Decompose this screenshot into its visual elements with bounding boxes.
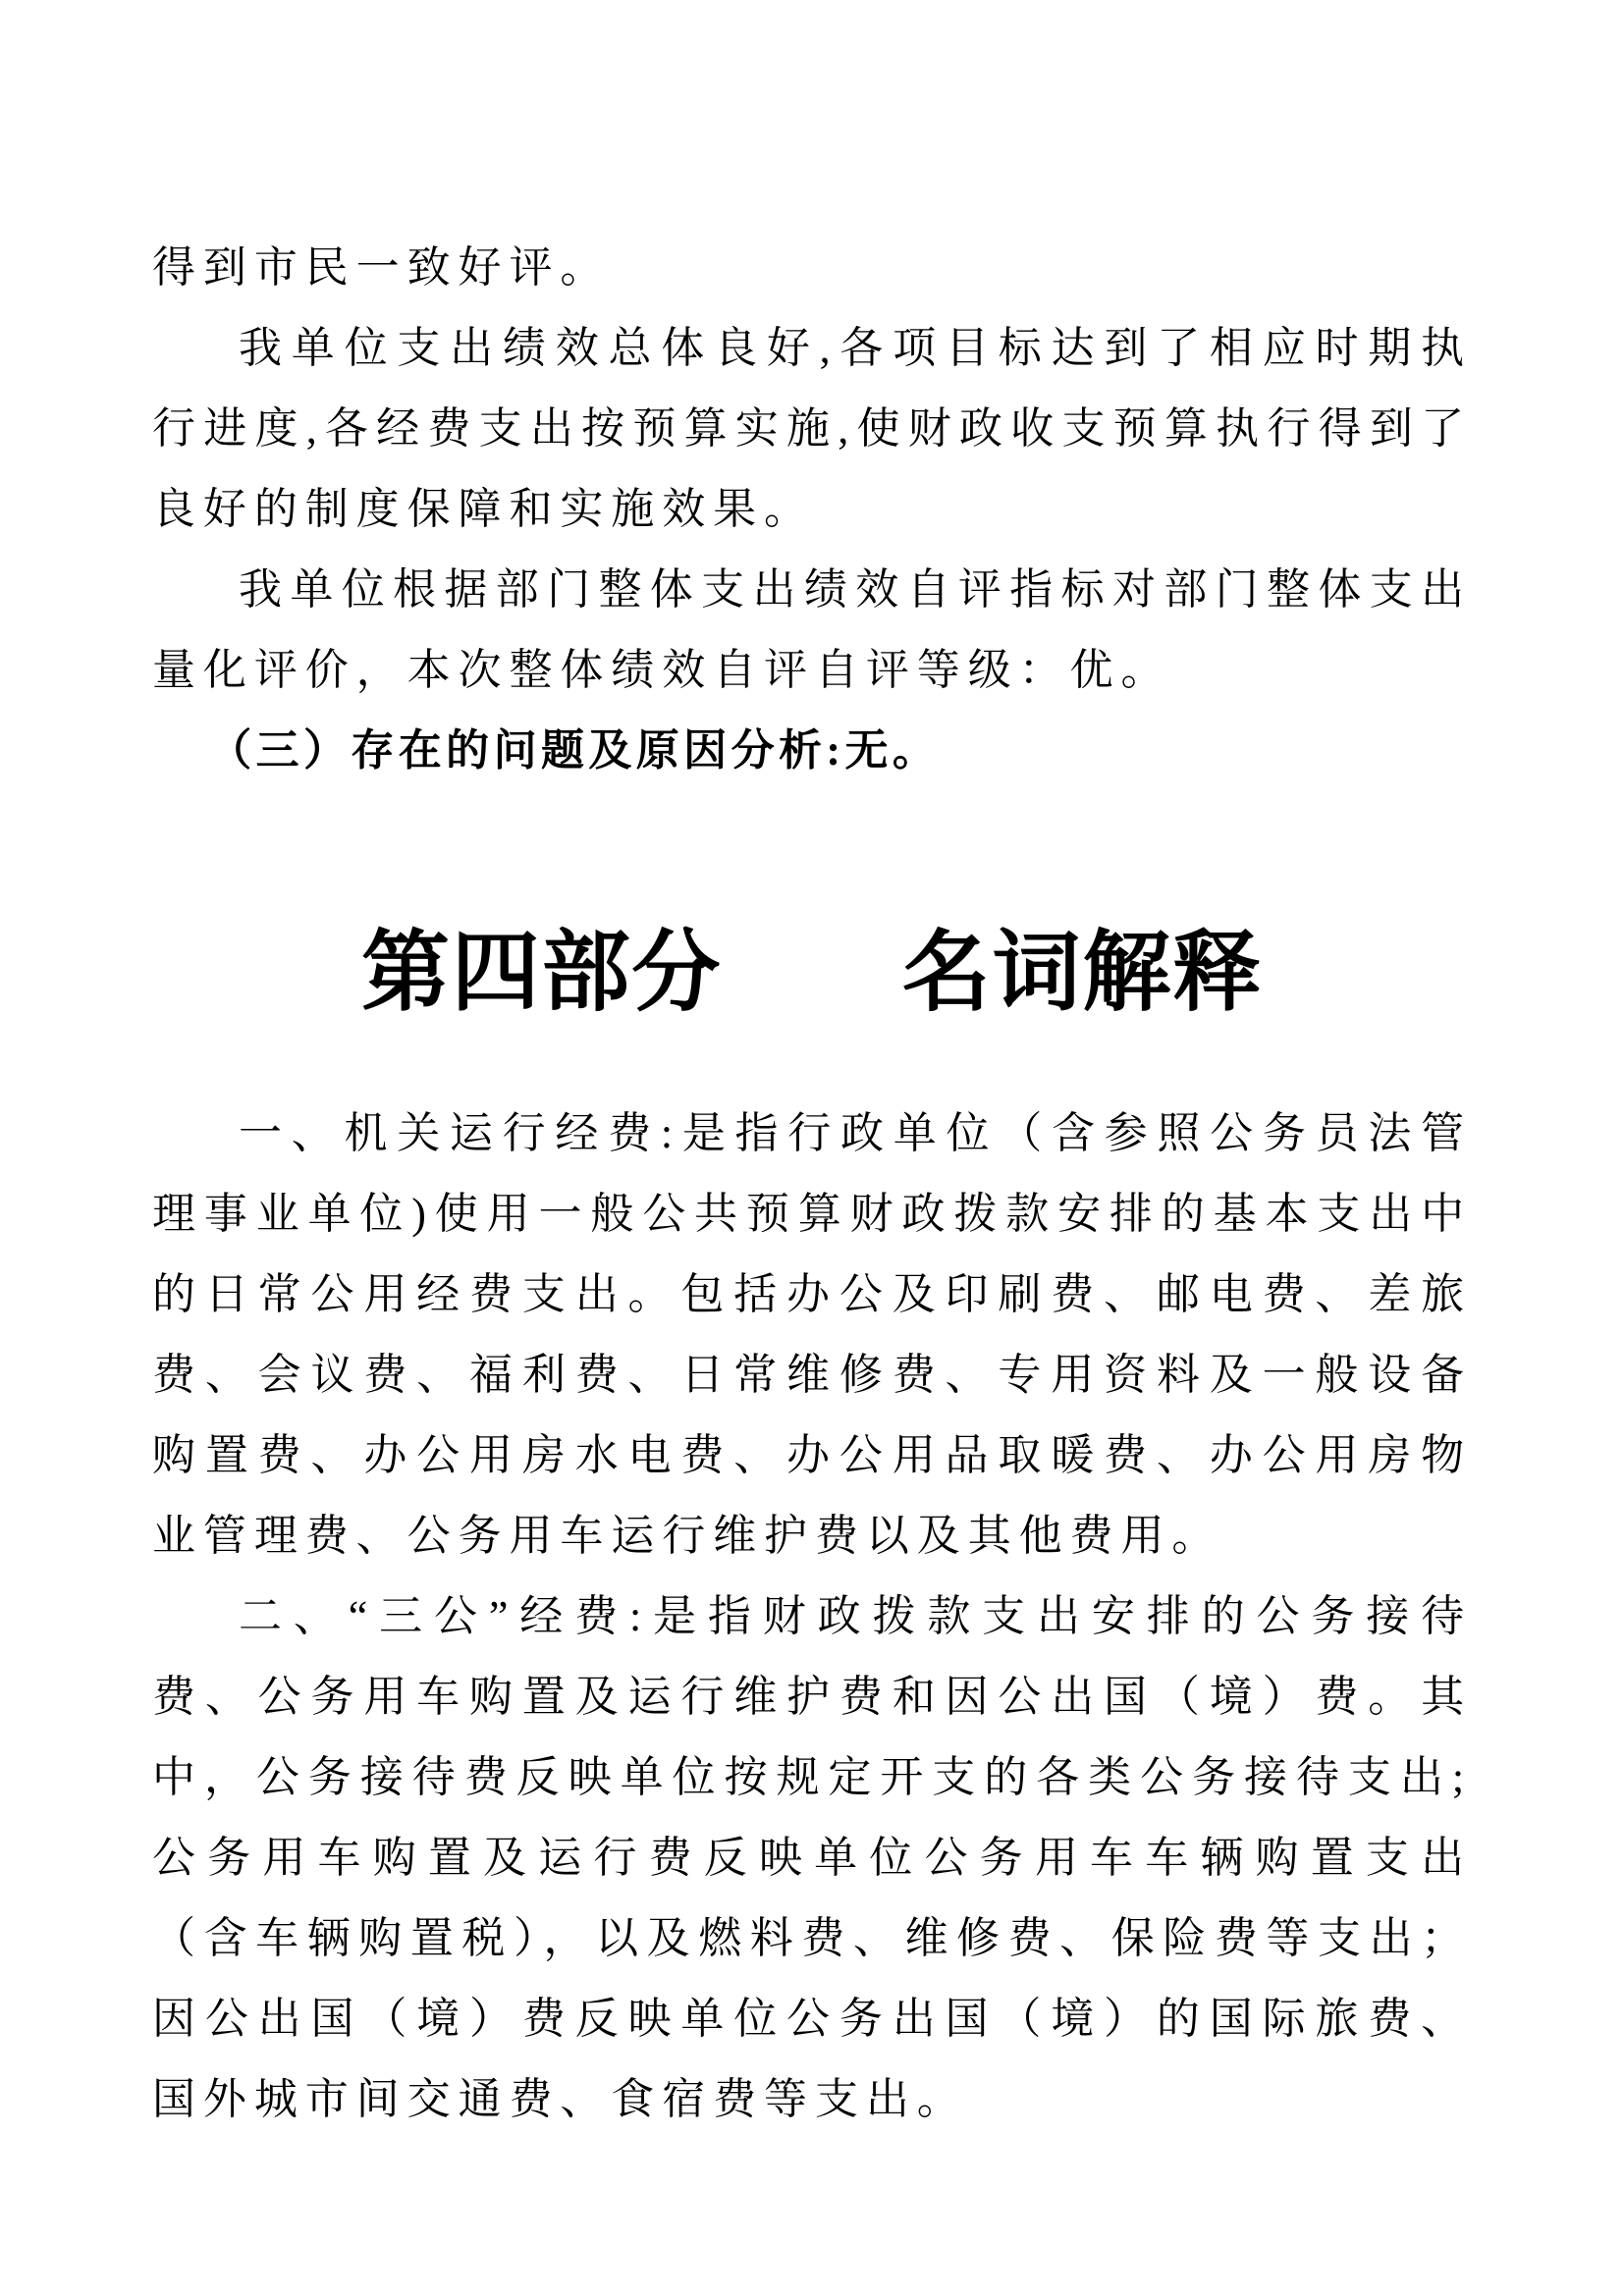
paragraph-performance-summary: 我单位支出绩效总体良好,各项目标达到了相应时期执行进度,各经费支出按预算实施,使财政收支预算执行得到了良好的制度保障和实施效果。: [152, 324, 1472, 533]
paragraph-self-evaluation: 我单位根据部门整体支出绩效自评指标对部门整体支出量化评价，本次整体绩效自评自评等级：优。: [152, 565, 1472, 694]
paragraph-term-agency-operating-funds: 一、机关运行经费:是指行政单位（含参照公务员法管理事业单位)使用一般公共预算财政拨款安排的基本支出中的日常公用经费支出。包括办公及印刷费、邮电费、差旅费、会议费、福利费、日常维修费、专用资料及一般设备购置费、办公用房水电费、办公用品取暖费、办公用房物业管理费、公务用车运行维护费以及其他费用。: [152, 1109, 1472, 1560]
paragraph-term-three-public-funds: 二、“三公”经费:是指财政拨款支出安排的公务接待费、公务用车购置及运行维护费和因公出国（境）费。其中，公务接待费反映单位按规定开支的各类公务接待支出;公务用车购置及运行费反映单位公务用车车辆购置支出（含车辆购置税），以及燃料费、维修费、保险费等支出；因公出国（境）费反映单位公务出国（境）的国际旅费、国外城市间交通费、食宿费等支出。: [152, 1592, 1472, 2123]
paragraph-continuation: 得到市民一致好评。: [152, 243, 612, 292]
section-heading-part4: 第四部分 名词解释: [361, 920, 1263, 1024]
subheading-problems-analysis: （三）存在的问题及原因分析:无。: [208, 726, 941, 774]
